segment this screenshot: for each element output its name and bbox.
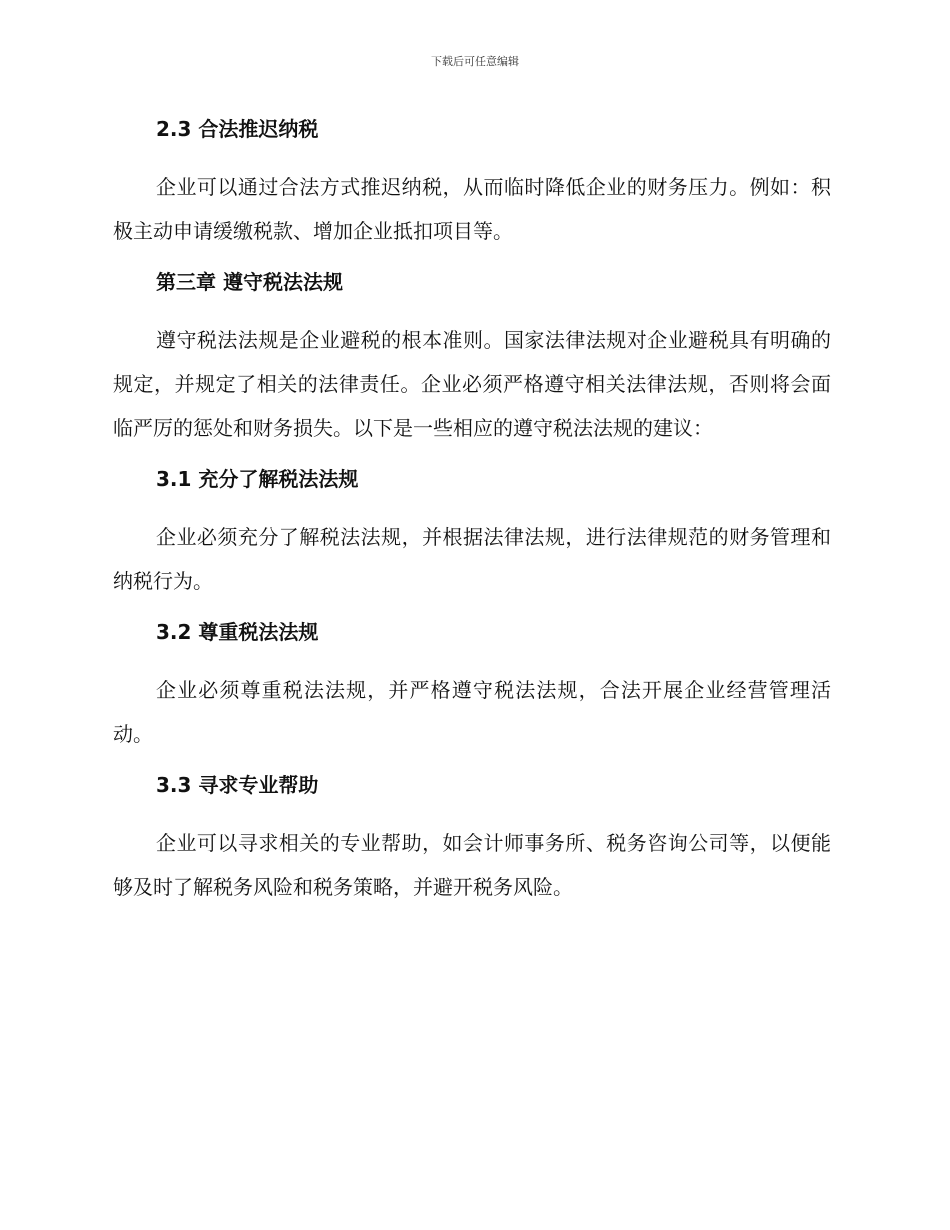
section-paragraph: 企业可以通过合法方式推迟纳税，从而临时降低企业的财务压力。例如：积极主动申请缓缴税款、增加企业抵扣项目等。	[113, 175, 831, 243]
section-heading: 3.2 尊重税法法规	[156, 620, 319, 644]
section-heading: 3.1 充分了解税法法规	[156, 467, 359, 491]
chapter-heading: 第三章 遵守税法法规	[156, 270, 343, 294]
section-3-3	[113, 768, 831, 909]
chapter-3	[113, 265, 831, 462]
section-3-1	[113, 462, 831, 615]
section-2-3	[113, 112, 831, 265]
document-body	[113, 112, 831, 909]
section-paragraph: 企业必须尊重税法法规，并严格遵守税法法规，合法开展企业经营管理活动。	[113, 678, 831, 746]
section-heading: 2.3 合法推迟纳税	[156, 117, 319, 141]
section-3-2	[113, 615, 831, 768]
page-header: 下载后可任意编辑	[431, 55, 519, 68]
section-paragraph: 企业必须充分了解税法法规，并根据法律法规，进行法律规范的财务管理和纳税行为。	[113, 525, 831, 593]
section-heading: 3.3 寻求专业帮助	[156, 773, 319, 797]
section-paragraph: 企业可以寻求相关的专业帮助，如会计师事务所、税务咨询公司等，以便能够及时了解税务风险和税务策略，并避开税务风险。	[113, 831, 831, 899]
section-paragraph: 遵守税法法规是企业避税的根本准则。国家法律法规对企业避税具有明确的规定，并规定了相关的法律责任。企业必须严格遵守相关法律法规，否则将会面临严厉的惩处和财务损失。以下是一些相应的遵守税法法规的建议：	[113, 328, 831, 440]
